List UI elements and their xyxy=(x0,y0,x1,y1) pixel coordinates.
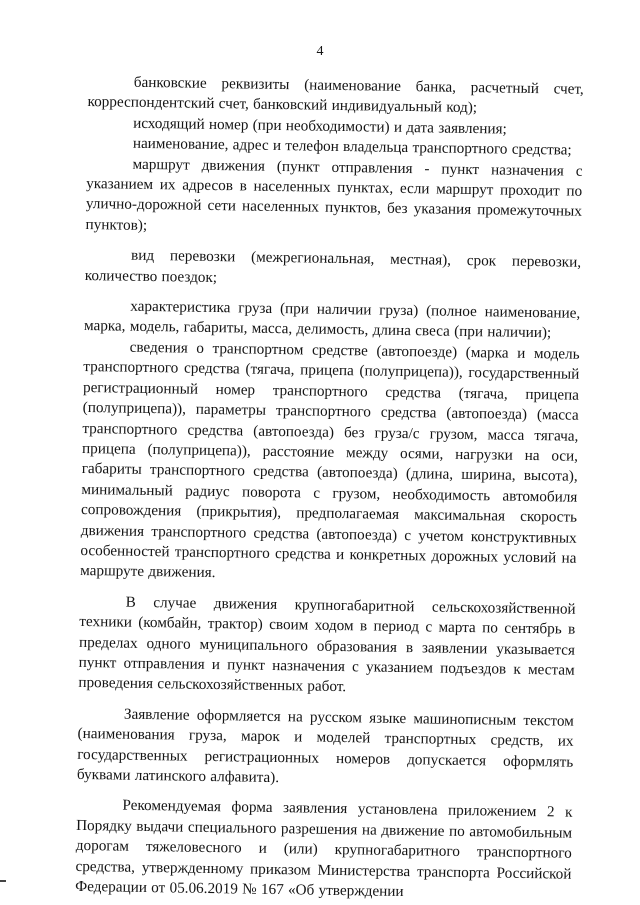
paragraph-agricultural-machinery: В случае движения крупногабаритной сельскохозяйственной техники (комбайн, трактор) своим ходом в период с марта по сентябрь в пределах одного муниципального образования в заявлении указывается пункт отправления и пункт назначения с указанием подъездов к местам проведения сельскохозяйственных работ. xyxy=(78,593,576,696)
scan-margin-mark xyxy=(0,880,6,882)
paragraph-transport-type: вид перевозки (межрегиональная, местная), срок перевозки, количество поездок; xyxy=(84,246,582,286)
page-number: 4 xyxy=(316,44,324,59)
paragraph-recommended-form: Рекомендуемая форма заявления установлена приложением 2 к Порядку выдачи специального разрешения на движение по автомобильным дорогам тяжеловесного и (или) крупногабаритного транспортного средства, утвержденному приказом Министерства транспорта Российской Федерации от 05.06.2019 № 167 «Об утверждении xyxy=(75,797,573,901)
paragraph-application-language: Заявление оформляется на русском языке машинописным текстом (наименования груза, марок и моделей транспортных средств, их государственных регистрационных номеров допускается оформлять буквами латинского алфавита). xyxy=(76,705,574,787)
paragraph-owner-contacts: наименование, адрес и телефон владельца транспортного средства; xyxy=(132,134,572,159)
document-body xyxy=(75,72,584,905)
paragraph-outgoing-number: исходящий номер (при необходимости) и дата заявления; xyxy=(133,114,507,138)
paragraph-route: маршрут движения (пункт отправления - пункт назначения с указанием их адресов в населенных пунктах, если маршрут проходит по улично-дорожной сети населенных пунктов, без указания промежуточных пунктов); xyxy=(85,155,583,234)
paragraph-cargo: характеристика груза (при наличии груза) (полное наименование, марка, модель, габариты, масса, делимость, длина свеса (при наличии); xyxy=(83,297,581,342)
paragraph-vehicle-info: сведения о транспортном средстве (автопоезде) (марка и модель транспортного средства (тягача, прицепа (полуприцепа)), государственный регистрационный номер транспортного средства (тягача, прицепа (полуприцепа)), параметры транспортного средства (автопоезда) (масса транспортного средства (автопоезда) без груза/с грузом, масса тягача, прицепа (полуприцепа)), расстояние между осями, нагрузки на оси, габариты транспортного средства (автопоезда) (длина, ширина, высота), минимальный радиус поворота с грузом, необходимость автомобиля сопровождения (прикрытия), предполагаемая максимальная скорость движения транспортного средства (автопоезда) с учетом конструктивных особенностей транспортного средства и конкретных дорожных условий на маршруте движения. xyxy=(80,338,580,582)
paragraph-bank-details: банковские реквизиты (наименование банка, расчетный счет, корреспондентский счет, банковский индивидуальный код); xyxy=(87,73,584,117)
